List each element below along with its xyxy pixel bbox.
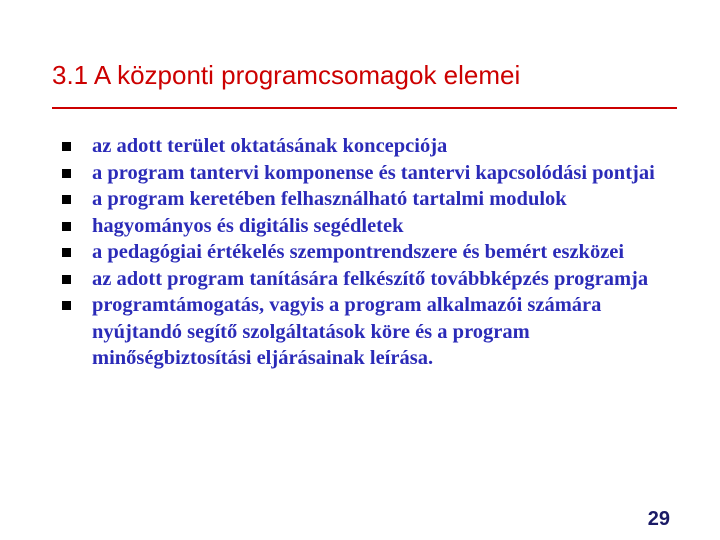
title-underline	[52, 107, 677, 109]
bullet-text: az adott program tanítására felkészítő továbbképzés programja	[92, 267, 649, 290]
bullet-item	[62, 133, 692, 160]
bullet-item	[62, 239, 692, 266]
bullet-text: a program tantervi komponense és tantervi kapcsolódási pontjai	[92, 161, 655, 184]
square-bullet-icon	[62, 195, 71, 204]
bullet-item	[62, 186, 692, 213]
bullet-item	[62, 266, 692, 293]
bullet-text: a pedagógiai értékelés szempontrendszere és bemért eszközei	[92, 241, 625, 263]
bullet-item	[62, 160, 692, 187]
slide-title: 3.1 A központi programcsomagok elemei	[52, 60, 521, 90]
bullet-text: programtámogatás, vagyis a program alkalmazói számára nyújtandó segítő szolgáltatások köre és a program minőségbiztosítási eljárásainak leírása.	[92, 294, 602, 369]
square-bullet-icon	[62, 142, 71, 151]
square-bullet-icon	[62, 222, 71, 231]
bullet-text: hagyományos és digitális segédletek	[92, 214, 404, 237]
square-bullet-icon	[62, 169, 71, 178]
square-bullet-icon	[62, 248, 71, 257]
bullet-item	[62, 213, 692, 240]
square-bullet-icon	[62, 301, 71, 310]
square-bullet-icon	[62, 275, 71, 284]
page-number: 29	[647, 508, 670, 530]
bullet-list	[62, 133, 692, 372]
bullet-text: a program keretében felhasználható tartalmi modulok	[92, 188, 567, 210]
bullet-text: az adott terület oktatásának koncepciója	[92, 135, 448, 157]
bullet-item	[62, 292, 692, 372]
